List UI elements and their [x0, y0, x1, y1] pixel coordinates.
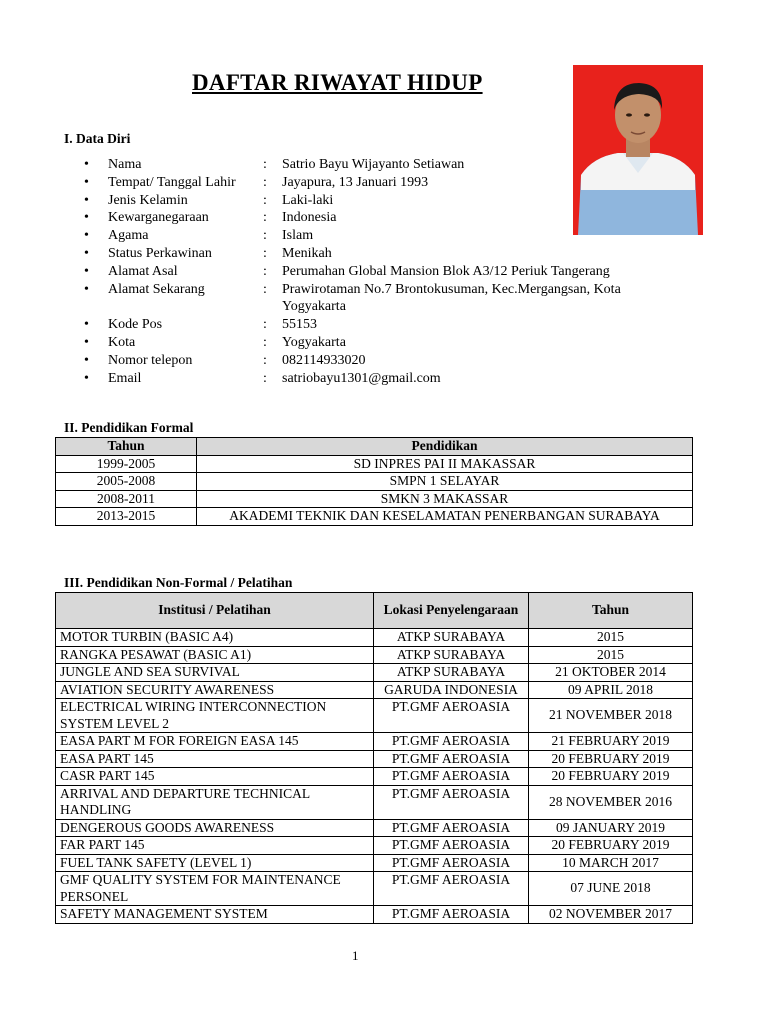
bullet-icon: •	[84, 317, 89, 333]
data-value: satriobayu1301@gmail.com	[282, 370, 441, 386]
data-label: Tempat/ Tanggal Lahir	[108, 174, 236, 190]
table-header-row	[56, 438, 693, 456]
data-value: Menikah	[282, 245, 332, 261]
bullet-icon: •	[84, 228, 89, 244]
data-row	[84, 316, 684, 334]
colon-separator: :	[263, 352, 267, 368]
bullet-icon: •	[84, 263, 89, 279]
data-value: Jayapura, 13 Januari 1993	[282, 174, 429, 190]
bullet-icon: •	[84, 352, 89, 368]
section-heading-data-diri: I. Data Diri	[64, 131, 131, 146]
table-row	[56, 768, 693, 786]
data-label: Agama	[108, 228, 149, 244]
data-label: Kewarganegaraan	[108, 210, 209, 226]
cell-year: 20 FEBRUARY 2019	[529, 750, 693, 768]
bullet-icon: •	[84, 334, 89, 350]
cell-year: 20 FEBRUARY 2019	[529, 768, 693, 786]
cell-location: GARUDA INDONESIA	[374, 681, 529, 699]
colon-separator: :	[263, 370, 267, 386]
cell-year: 21 FEBRUARY 2019	[529, 733, 693, 751]
table-row	[56, 906, 693, 924]
cell-location: PT.GMF AEROASIA	[374, 768, 529, 786]
data-value: Islam	[282, 228, 314, 244]
table-row	[56, 473, 693, 491]
bullet-icon: •	[84, 281, 89, 297]
data-value: Indonesia	[282, 210, 337, 226]
cell-location: PT.GMF AEROASIA	[374, 819, 529, 837]
cell-location: PT.GMF AEROASIA	[374, 785, 529, 819]
colon-separator: :	[263, 228, 267, 244]
data-row	[84, 352, 684, 370]
table-row	[56, 819, 693, 837]
section-heading-pendidikan-formal: II. Pendidikan Formal	[64, 420, 194, 435]
bullet-icon: •	[84, 370, 89, 386]
data-label: Alamat Asal	[108, 263, 178, 279]
data-row	[84, 263, 684, 281]
data-row	[84, 174, 684, 192]
column-header-lokasi: Lokasi Penyelengaraan	[374, 593, 529, 629]
cell-year: 21 NOVEMBER 2018	[529, 699, 693, 733]
cell-training: ARRIVAL AND DEPARTURE TECHNICAL HANDLING	[56, 785, 374, 819]
cell-year: 2013-2015	[56, 508, 197, 526]
data-label: Jenis Kelamin	[108, 192, 188, 208]
data-value: 55153	[282, 317, 317, 333]
cell-location: PT.GMF AEROASIA	[374, 872, 529, 906]
table-header-row	[56, 593, 693, 629]
cell-education: SMPN 1 SELAYAR	[197, 473, 693, 491]
cell-training: DENGEROUS GOODS AWARENESS	[56, 819, 374, 837]
data-label: Nomor telepon	[108, 352, 193, 368]
cell-year: 02 NOVEMBER 2017	[529, 906, 693, 924]
colon-separator: :	[263, 245, 267, 261]
document-title: DAFTAR RIWAYAT HIDUP	[192, 70, 483, 95]
table-row	[56, 508, 693, 526]
cell-location: PT.GMF AEROASIA	[374, 750, 529, 768]
cell-training: RANGKA PESAWAT (BASIC A1)	[56, 646, 374, 664]
data-row	[84, 156, 684, 174]
data-row	[84, 334, 684, 352]
data-row	[84, 209, 684, 227]
cell-location: ATKP SURABAYA	[374, 664, 529, 682]
cell-training: FUEL TANK SAFETY (LEVEL 1)	[56, 854, 374, 872]
data-label: Email	[108, 370, 142, 386]
cell-location: PT.GMF AEROASIA	[374, 699, 529, 733]
cell-training: MOTOR TURBIN (BASIC A4)	[56, 629, 374, 647]
cell-training: ELECTRICAL WIRING INTERCONNECTION SYSTEM LEVEL 2	[56, 699, 374, 733]
data-label: Kode Pos	[108, 317, 163, 333]
table-row	[56, 629, 693, 647]
column-header-pendidikan: Pendidikan	[197, 438, 693, 456]
data-label: Nama	[108, 157, 142, 172]
data-row	[84, 245, 684, 263]
cell-year: 09 APRIL 2018	[529, 681, 693, 699]
cell-year: 28 NOVEMBER 2016	[529, 785, 693, 819]
data-row	[84, 370, 684, 388]
bullet-icon: •	[84, 157, 89, 172]
cell-year: 2005-2008	[56, 473, 197, 491]
page-number: 1	[352, 948, 359, 963]
colon-separator: :	[263, 174, 267, 190]
column-header-institusi: Institusi / Pelatihan	[56, 593, 374, 629]
colon-separator: :	[263, 263, 267, 279]
cell-location: PT.GMF AEROASIA	[374, 854, 529, 872]
cell-year: 2015	[529, 629, 693, 647]
table-row	[56, 837, 693, 855]
table-row	[56, 646, 693, 664]
colon-separator: :	[263, 317, 267, 333]
cell-location: PT.GMF AEROASIA	[374, 837, 529, 855]
colon-separator: :	[263, 334, 267, 350]
table-row	[56, 490, 693, 508]
table-row	[56, 681, 693, 699]
cell-training: FAR PART 145	[56, 837, 374, 855]
bullet-icon: •	[84, 245, 89, 261]
cell-location: ATKP SURABAYA	[374, 629, 529, 647]
cell-training: JUNGLE AND SEA SURVIVAL	[56, 664, 374, 682]
cell-year: 20 FEBRUARY 2019	[529, 837, 693, 855]
formal-education-table	[55, 437, 693, 526]
table-row	[56, 785, 693, 819]
colon-separator: :	[263, 210, 267, 226]
bullet-icon: •	[84, 210, 89, 226]
bullet-icon: •	[84, 192, 89, 208]
colon-separator: :	[263, 157, 267, 172]
table-row	[56, 455, 693, 473]
data-value: Prawirotaman No.7 Brontokusuman, Kec.Mergangsan, Kota Yogyakarta	[282, 281, 621, 315]
data-row	[84, 227, 684, 245]
cell-education: SMKN 3 MAKASSAR	[197, 490, 693, 508]
cell-year: 1999-2005	[56, 455, 197, 473]
cell-year: 10 MARCH 2017	[529, 854, 693, 872]
table-row	[56, 664, 693, 682]
data-value: Yogyakarta	[282, 334, 346, 350]
cell-year: 2015	[529, 646, 693, 664]
data-value: Laki-laki	[282, 192, 334, 208]
data-label: Kota	[108, 334, 136, 350]
cell-location: PT.GMF AEROASIA	[374, 906, 529, 924]
cell-training: SAFETY MANAGEMENT SYSTEM	[56, 906, 374, 924]
table-row	[56, 699, 693, 733]
colon-separator: :	[263, 281, 267, 297]
cell-training: EASA PART 145	[56, 750, 374, 768]
cell-training: AVIATION SECURITY AWARENESS	[56, 681, 374, 699]
data-row	[84, 281, 684, 317]
table-row	[56, 733, 693, 751]
cell-year: 2008-2011	[56, 490, 197, 508]
personal-data-list	[84, 156, 684, 387]
column-header-tahun: Tahun	[529, 593, 693, 629]
section-heading-pelatihan: III. Pendidikan Non-Formal / Pelatihan	[64, 575, 293, 590]
cell-location: PT.GMF AEROASIA	[374, 733, 529, 751]
bullet-icon: •	[84, 174, 89, 190]
column-header-tahun: Tahun	[56, 438, 197, 456]
table-row	[56, 750, 693, 768]
colon-separator: :	[263, 192, 267, 208]
data-label: Status Perkawinan	[108, 245, 212, 261]
cell-year: 21 OKTOBER 2014	[529, 664, 693, 682]
table-row	[56, 872, 693, 906]
data-value: 082114933020	[282, 352, 366, 368]
data-label: Alamat Sekarang	[108, 281, 205, 297]
data-row	[84, 192, 684, 210]
data-value: Perumahan Global Mansion Blok A3/12 Periuk Tangerang	[282, 263, 610, 279]
cell-year: 09 JANUARY 2019	[529, 819, 693, 837]
cell-training: CASR PART 145	[56, 768, 374, 786]
cell-training: GMF QUALITY SYSTEM FOR MAINTENANCE PERSONEL	[56, 872, 374, 906]
cell-education: SD INPRES PAI II MAKASSAR	[197, 455, 693, 473]
cell-training: EASA PART M FOR FOREIGN EASA 145	[56, 733, 374, 751]
data-value: Satrio Bayu Wijayanto Setiawan	[282, 157, 465, 172]
cell-education: AKADEMI TEKNIK DAN KESELAMATAN PENERBANGAN SURABAYA	[197, 508, 693, 526]
cell-year: 07 JUNE 2018	[529, 872, 693, 906]
training-table	[55, 592, 693, 924]
table-row	[56, 854, 693, 872]
cell-location: ATKP SURABAYA	[374, 646, 529, 664]
